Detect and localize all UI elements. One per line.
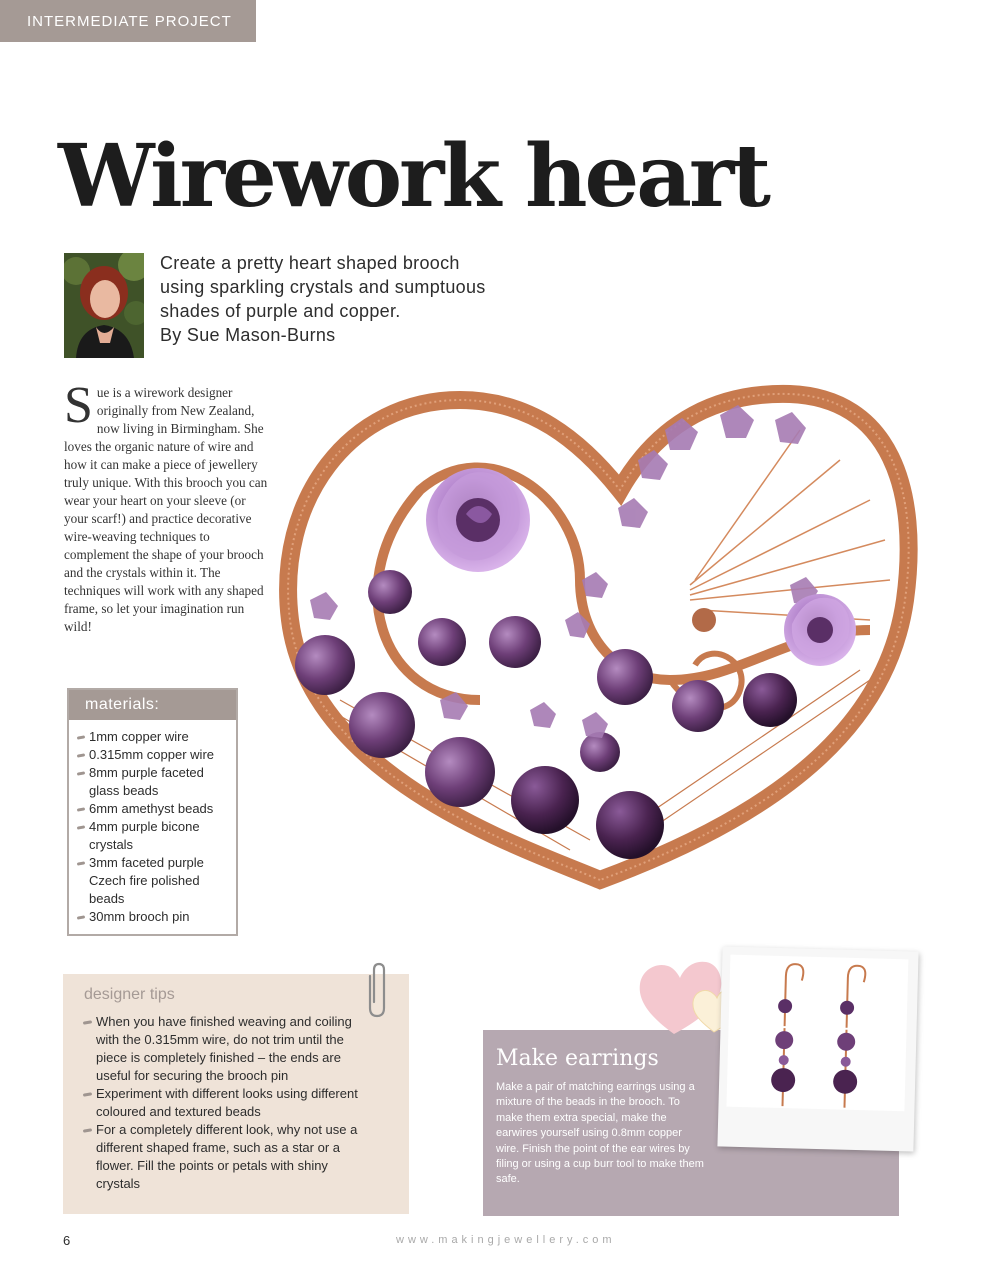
article-title: Wirework heart <box>58 126 768 227</box>
materials-item: 4mm purple bicone crystals <box>73 818 230 854</box>
author-bio <box>64 377 270 636</box>
earrings-title: Make earrings <box>496 1046 659 1071</box>
materials-item: 0.315mm copper wire <box>73 746 230 764</box>
earrings-text: Make a pair of matching earrings using a mixture of the beads in the brooch. To make them extra special, make the earwires yourself using 0.8mm copper wire. Finish the point of the ear wires by filing or using a cup burr tool to make them safe. <box>496 1081 704 1186</box>
tip-item: Experiment with different looks using different coloured and textured beads <box>83 1085 359 1121</box>
earrings-polaroid <box>717 946 918 1151</box>
footer-url[interactable]: www.makingjewellery.com <box>396 1234 616 1246</box>
intro-line: shades of purple and copper. <box>160 301 401 321</box>
tips-list <box>83 1013 359 1193</box>
materials-list <box>69 720 236 926</box>
tip-item: For a completely different look, why not use a different shaped frame, such as a star or a flower. Fill the points or petals with shiny crystals <box>83 1121 359 1193</box>
materials-item: 3mm faceted purple Czech fire polished beads <box>73 854 230 908</box>
intro-line: using sparkling crystals and sumptuous <box>160 277 486 297</box>
article-intro <box>160 251 540 347</box>
brooch-photo <box>270 380 950 920</box>
author-photo <box>64 253 144 358</box>
materials-item: 6mm amethyst beads <box>73 800 230 818</box>
materials-item: 30mm brooch pin <box>73 908 230 926</box>
materials-item: 8mm purple faceted glass beads <box>73 764 230 800</box>
designer-tips-box <box>63 974 409 1214</box>
author-byline: By Sue Mason-Burns <box>160 325 336 345</box>
bio-text: ue is a wirework designer originally from New Zealand, now living in Birmingham. She loves the organic nature of wire and how it can make a piece of jewellery truly unique. With this brooch you can wear your heart on your sleeve (or your scarf!) and practice decorative wire-weaving techniques to complement the shape of your brooch and the crystals within it. The techniques will work with any shaped frame, so let your imagination run wild! <box>64 385 268 634</box>
intro-line: Create a pretty heart shaped brooch <box>160 253 460 273</box>
drop-cap: S <box>64 377 93 434</box>
page-number: 6 <box>63 1233 71 1248</box>
materials-heading: materials: <box>69 690 236 720</box>
materials-box <box>67 688 238 936</box>
earrings-photo <box>726 955 908 1112</box>
materials-item: 1mm copper wire <box>73 728 230 746</box>
tip-item: When you have finished weaving and coiling with the 0.315mm wire, do not trim until the piece is completely finished – the ends are useful for securing the brooch pin <box>83 1013 359 1085</box>
section-tab: INTERMEDIATE PROJECT <box>0 0 256 42</box>
paperclip-icon <box>366 962 392 1025</box>
tips-heading: designer tips <box>84 986 175 1003</box>
